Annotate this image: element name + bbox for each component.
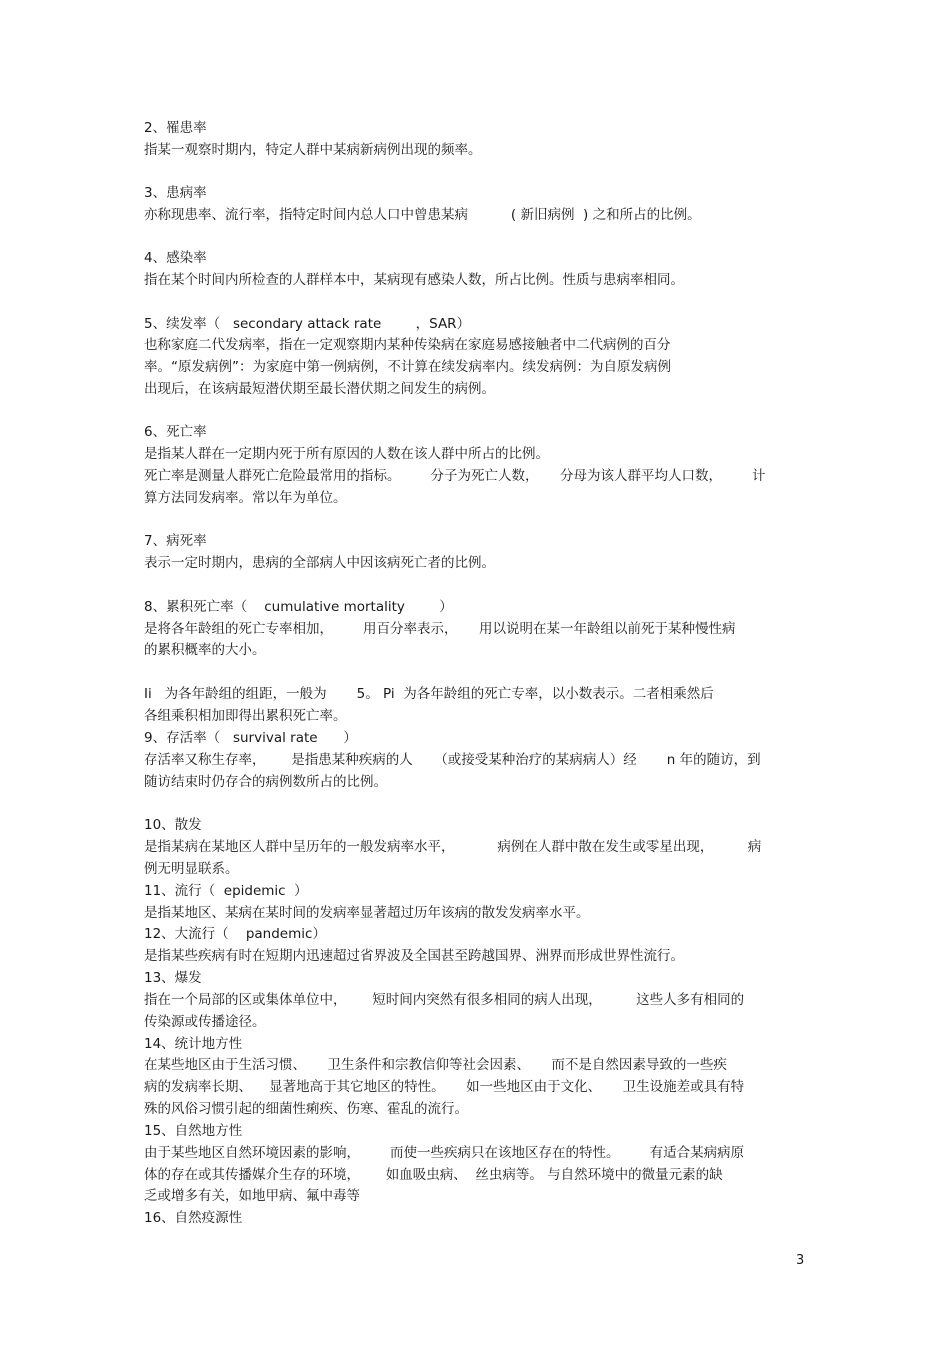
paragraph: 是指某人群在一定期内死于所有原因的人数在该人群中所占的比例。 — [144, 446, 549, 462]
heading-cumulative-mortality: 8、累积死亡率（ cumulative mortality ） — [144, 599, 453, 615]
paragraph: 表示一定时期内，患病的全部病人中因该病死亡者的比例。 — [144, 555, 495, 571]
paragraph: 由于某些地区自然环境因素的影响， 而使一些疾病只在该地区存在的特性。 有适合某病病原 — [144, 1145, 745, 1161]
heading-pandemic: 12、大流行（ pandemic） — [144, 926, 326, 942]
paragraph: 存活率又称生存率， 是指患某种疾病的人 （或接受某种治疗的某病病人）经 n 年的随访，到 — [144, 752, 761, 768]
heading-incidence-rate: 2、罹患率 — [144, 120, 207, 136]
paragraph: 例无明显联系。 — [144, 861, 239, 877]
paragraph: Ii 为各年龄组的组距，一般为 5。 Pi 为各年龄组的死亡专率，以小数表示。二者相乘然后 — [144, 686, 714, 702]
paragraph: 传染源或传播途径。 — [144, 1014, 266, 1030]
heading-natural-focality: 16、自然疫源性 — [144, 1210, 243, 1226]
heading-epidemic: 11、流行（ epidemic ） — [144, 883, 308, 899]
paragraph: 体的存在或其传播媒介生存的环境， 如血吸虫病、 丝虫病等。 与自然环境中的微量元素的缺 — [144, 1167, 723, 1183]
paragraph: 在某些地区由于生活习惯、 卫生条件和宗教信仰等社会因素、 而不是自然因素导致的一些疾 — [144, 1057, 727, 1073]
paragraph: 随访结束时仍存合的病例数所占的比例。 — [144, 774, 387, 790]
paragraph: 亦称现患率、流行率，指特定时间内总人口中曾患某病 ( 新旧病例 ) 之和所占的比例。 — [144, 207, 701, 223]
paragraph: 殊的风俗习惯引起的细菌性痢疾、伤寒、霍乱的流行。 — [144, 1101, 468, 1117]
paragraph: 也称家庭二代发病率，指在一定观察期内某种传染病在家庭易感接触者中二代病例的百分 — [144, 337, 671, 353]
heading-mortality-rate: 6、死亡率 — [144, 424, 207, 440]
paragraph: 算方法同发病率。常以年为单位。 — [144, 490, 347, 506]
paragraph: 指在某个时间内所检查的人群样本中，某病现有感染人数，所占比例。性质与患病率相同。 — [144, 272, 684, 288]
heading-survival-rate: 9、存活率（ survival rate ） — [144, 730, 357, 746]
heading-infection-rate: 4、感染率 — [144, 250, 207, 266]
paragraph: 是将各年龄组的死亡专率相加， 用百分率表示， 用以说明在某一年龄组以前死于某种慢性病 — [144, 621, 736, 637]
paragraph: 出现后，在该病最短潜伏期至最长潜伏期之间发生的病例。 — [144, 381, 495, 397]
paragraph: 各组乘积相加即得出累积死亡率。 — [144, 708, 347, 724]
heading-outbreak: 13、爆发 — [144, 970, 202, 986]
paragraph: 指在一个局部的区或集体单位中， 短时间内突然有很多相同的病人出现， 这些人多有相同的 — [144, 992, 745, 1008]
paragraph: 病的发病率长期、 显著地高于其它地区的特性。 如一些地区由于文化、 卫生设施差或具有特 — [144, 1079, 745, 1095]
paragraph: 死亡率是测量人群死亡危险最常用的指标。 分子为死亡人数， 分母为该人群平均人口数， 计 — [144, 468, 766, 484]
page-number: 3 — [796, 1253, 805, 1268]
heading-prevalence-rate: 3、患病率 — [144, 185, 207, 201]
heading-statistical-endemicity: 14、统计地方性 — [144, 1036, 243, 1052]
paragraph: 指某一观察时期内，特定人群中某病新病例出现的频率。 — [144, 142, 482, 158]
heading-natural-endemicity: 15、自然地方性 — [144, 1123, 243, 1139]
paragraph: 率。“原发病例”：为家庭中第一例病例，不计算在续发病率内。续发病例：为自原发病例 — [144, 359, 671, 375]
paragraph: 的累积概率的大小。 — [144, 642, 266, 658]
paragraph: 是指某地区、某病在某时间的发病率显著超过历年该病的散发发病率水平。 — [144, 905, 590, 921]
paragraph: 乏或增多有关，如地甲病、氟中毒等 — [144, 1188, 360, 1204]
paragraph: 是指某些疾病有时在短期内迅速超过省界波及全国甚至跨越国界、洲界而形成世界性流行。 — [144, 948, 684, 964]
heading-secondary-attack-rate: 5、续发率（ secondary attack rate ，SAR） — [144, 316, 471, 332]
heading-case-fatality-rate: 7、病死率 — [144, 533, 207, 549]
paragraph: 是指某病在某地区人群中呈历年的一般发病率水平， 病例在人群中散在发生或零星出现， 病 — [144, 839, 762, 855]
heading-sporadic: 10、散发 — [144, 817, 202, 833]
